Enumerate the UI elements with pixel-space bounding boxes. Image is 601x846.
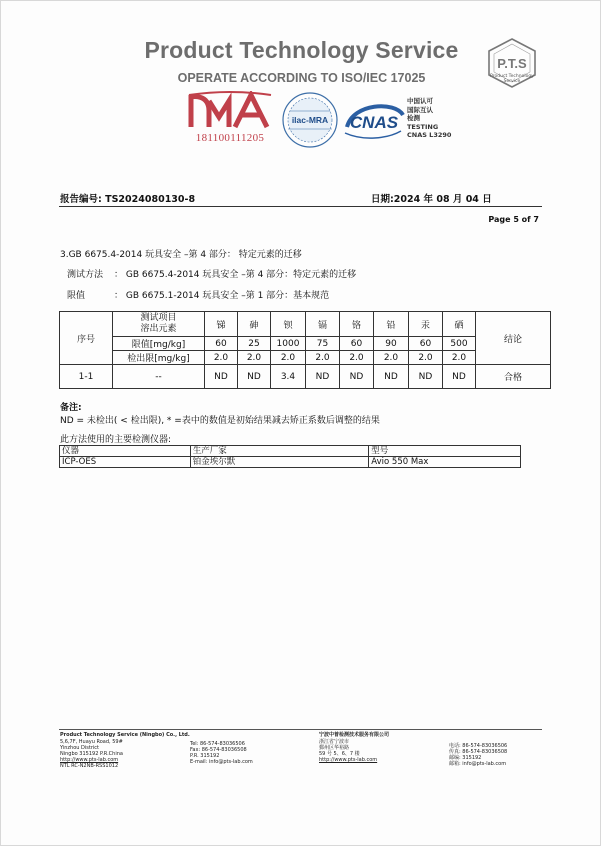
limit-cell: 25: [238, 337, 271, 351]
table-row: [60, 457, 521, 468]
element-cell: 镉: [306, 312, 340, 337]
cma-logo-icon: [187, 91, 273, 131]
element-cell: 铅: [374, 312, 409, 337]
header-item: 测试项目 溶出元素: [113, 312, 205, 337]
instrument-header: 生产厂家: [190, 446, 369, 457]
cnas-line: TESTING: [407, 122, 439, 131]
result-cell: 3.4: [271, 365, 306, 389]
result-cell: ND: [205, 365, 238, 389]
result-cell: ND: [409, 365, 443, 389]
header-seq: 序号: [60, 312, 113, 365]
cnas-logo-icon: [343, 97, 405, 141]
result-cell: ND: [374, 365, 409, 389]
detect-cell: 2.0: [443, 351, 476, 365]
result-cell: ND: [340, 365, 374, 389]
instruments-title: 此方法使用的主要检测仪器:: [60, 435, 172, 445]
cnas-line: 中国认可: [407, 97, 433, 105]
header-divider: [59, 206, 542, 207]
element-cell: 汞: [409, 312, 443, 337]
header-subtitle: OPERATE ACCORDING TO ISO/IEC 17025: [177, 71, 426, 85]
cma-number: 181100111205: [195, 132, 265, 144]
instruments-table: [59, 445, 521, 468]
detect-cell: 2.0: [205, 351, 238, 365]
limit-cell: 500: [443, 337, 476, 351]
footer-address: 5,6,7F, Huayu Road, 59# Yinzhou District Ningbo 315192 P.R.China http://www.pts-lab.com NTL RC-N2NB-RSS1012: [60, 739, 123, 769]
report-number: 报告编号: TS2024080130-8: [60, 194, 196, 205]
detect-cell: 2.0: [374, 351, 409, 365]
cnas-line: 国际互认: [407, 105, 433, 114]
section-title: 3.GB 6675.4-2014 玩具安全 –第 4 部分： 特定元素的迁移: [60, 250, 302, 260]
detect-cell: 2.0: [238, 351, 271, 365]
element-cell: 砷: [238, 312, 271, 337]
instrument-cell: Avio 550 Max: [369, 457, 521, 468]
element-cell: 硒: [443, 312, 476, 337]
footer-divider: [59, 729, 542, 730]
limit-cell: 90: [374, 337, 409, 351]
cnas-accreditation-text: [407, 97, 451, 140]
limit-cell: 60: [205, 337, 238, 351]
notes-title: 备注:: [60, 403, 82, 413]
header-conclusion: 结论: [476, 312, 551, 365]
report-date: 日期:2024 年 08 月 04 日: [371, 194, 492, 205]
footer-contact: Tel: 86-574-83036506 Fax: 86-574-83036508 P.R. 315192 E-mail: info@pts-lab.com: [190, 741, 253, 765]
element-cell: 锑: [205, 312, 238, 337]
table-row: [60, 365, 551, 389]
limit-cell: 60: [340, 337, 374, 351]
ilac-mra-logo-icon: [280, 91, 340, 149]
detect-row-label: 检出限[mg/kg]: [113, 351, 205, 365]
instrument-cell: 铂金埃尔默: [190, 457, 369, 468]
row-item: --: [113, 365, 205, 389]
detect-cell: 2.0: [409, 351, 443, 365]
pts-logo-sub2: Service: [503, 79, 521, 84]
header-title: Product Technology Service: [144, 37, 459, 63]
limit-cell: 60: [409, 337, 443, 351]
pts-logo-letters: P.T.S: [497, 56, 527, 71]
limit-label: 限值: [67, 291, 86, 301]
cnas-line: CNAS L3290: [407, 131, 452, 139]
method-value: ： GB 6675.4-2014 玩具安全 –第 4 部分：特定元素的迁移: [114, 270, 357, 280]
ilac-label: ilac-MRA: [291, 115, 329, 125]
footer-contact-cn: 电话: 86-574-83036506 传真: 86-574-83036508 邮编: 315192 邮箱: info@pts-lab.com: [449, 743, 508, 767]
results-table: [59, 311, 551, 389]
footer-address-cn: 浙江省宁波市 鄞州区华裕路 59 号 5、6、7 楼 http://www.pts-lab.com: [319, 739, 378, 763]
result-cell: ND: [443, 365, 476, 389]
footer-company: Product Technology Service (Ningbo) Co., Ltd.: [60, 732, 190, 738]
detect-cell: 2.0: [306, 351, 340, 365]
detect-cell: 2.0: [271, 351, 306, 365]
limit-cell: 75: [306, 337, 340, 351]
instrument-header: 仪器: [60, 446, 191, 457]
row-seq: 1-1: [60, 365, 113, 389]
pts-logo-sub1: Product Technology: [490, 74, 534, 79]
limit-value: ： GB 6675.1-2014 玩具安全 –第 1 部分：基本规范: [114, 291, 330, 301]
footer-company-cn: 宁波中普检测技术服务有限公司: [319, 732, 390, 738]
notes-text: ND = 未检出( < 检出限), * =表中的数值是初始结果减去矫正系数后调整的结果: [60, 416, 380, 426]
limit-row-label: 限值[mg/kg]: [113, 337, 205, 351]
result-cell: ND: [238, 365, 271, 389]
cnas-label: CNAS: [349, 113, 399, 132]
detect-cell: 2.0: [340, 351, 374, 365]
cnas-line: 检测: [407, 114, 420, 122]
limit-cell: 1000: [271, 337, 306, 351]
element-cell: 铬: [340, 312, 374, 337]
page-number: Page 5 of 7: [488, 215, 539, 224]
result-cell: ND: [306, 365, 340, 389]
instrument-cell: ICP-OES: [60, 457, 191, 468]
instrument-header: 型号: [369, 446, 521, 457]
element-cell: 钡: [271, 312, 306, 337]
method-label: 测试方法: [67, 270, 104, 280]
row-conclusion: 合格: [476, 365, 551, 389]
